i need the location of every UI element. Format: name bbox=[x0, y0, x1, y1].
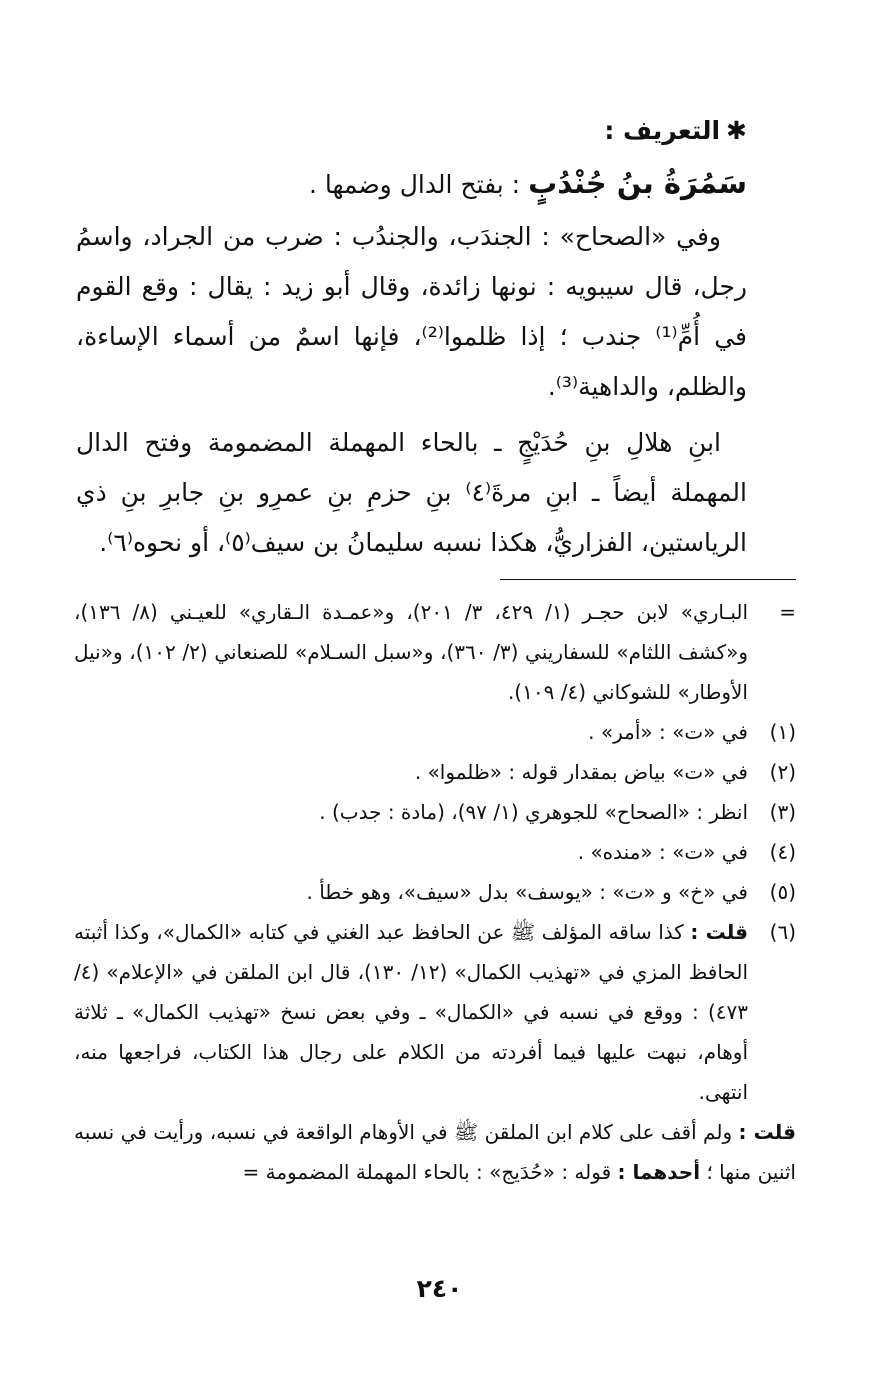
footnote-number: (١) bbox=[769, 720, 796, 744]
narrator-line bbox=[76, 154, 747, 212]
closing-text-after: قوله : «حُدَيج» : بالحاء المهملة المضمومة = bbox=[242, 1160, 612, 1184]
asterisk-bullet-icon: ✱ bbox=[726, 116, 747, 145]
closing-lead: قلت : bbox=[738, 1120, 796, 1144]
footnote-lead: قلت : bbox=[690, 920, 748, 944]
footnote-text: في «ت» : «منده» . bbox=[577, 840, 748, 864]
footnote-2 bbox=[74, 752, 796, 792]
footnote-body: كذا ساقه المؤلف ﷺ عن الحافظ عبد الغني في كتابه «الكمال»، وكذا أثبته الحافظ المزي في «تهذيب الكمال» (١٢/ ١٣٠)، قال ابن الملقن في «الإعلام» (٤/ ٤٧٣) : ووقع في نسبه في «الكمال» ـ وفي بعض نسخ «تهذيب الكمال» ـ ثلاثة أوهام، نبهت عليها فيما أفردته من الكلام على رجال هذا الكتاب، فراجعها منه، انتهى. bbox=[74, 920, 748, 1104]
footnote-4 bbox=[74, 832, 796, 872]
paragraph-lineage: ابنِ هلالِ بنِ حُدَيْجٍ ـ بالحاء المهملة المضمومة وفتح الدال المهملة أيضاً ـ ابنِ مرةَ⁽٤⁾ بنِ حزمِ بنِ عمرِو بنِ جابرِ بنِ ذي الرياستين، الفزاريُّ، هكذا نسبه سليمانُ بن سيف⁽٥⁾، أو نحوه⁽٦⁾. bbox=[76, 428, 747, 557]
paragraph-sihah: وفي «الصحاح» : الجندَب، والجندُب : ضرب من الجراد، واسمُ رجل، قال سيبويه : نونها زائدة، وقال أبو زيد : يقال : وقع القوم في أُمِّ⁽¹⁾ جندب ؛ إذا ظلموا⁽²⁾، فإنها اسمٌ من أسماء الإساءة، والظلم، والداهية⁽³⁾. bbox=[76, 222, 747, 401]
page-number: ٢٤٠ bbox=[416, 1274, 463, 1303]
footnote-text: في «ت» : «أمر» . bbox=[588, 720, 748, 744]
footnote-number: (٥) bbox=[769, 880, 796, 904]
footnote-number: (٦) bbox=[769, 920, 796, 944]
footnote-5 bbox=[74, 872, 796, 912]
footnote-text: البـاري» لابن حجـر (١/ ٤٢٩، ٣/ ٢٠١)، و«عمـدة الـقاري» للعيـني (٨/ ١٣٦)، و«كشف اللثام» للسفاريني (٣/ ٣٦٠)، و«سبل السـلام» للصنعاني (٢/ ١٠٢)، و«نيل الأوطار» للشوكاني (٤/ ١٠٩). bbox=[74, 600, 748, 704]
footnote-6 bbox=[74, 912, 796, 1112]
closing-bold-word: أحدهما : bbox=[617, 1160, 701, 1184]
footnote-text bbox=[74, 912, 754, 1112]
heading-text: التعريف : bbox=[604, 116, 721, 145]
footnote-closing-paragraph bbox=[74, 1112, 796, 1192]
narrator-name: سَمُرَةُ بنُ جُنْدُبٍ bbox=[528, 166, 747, 200]
section-heading bbox=[76, 108, 747, 154]
footnote-number: (٣) bbox=[769, 800, 796, 824]
footnotes bbox=[74, 592, 796, 1192]
continuation-marker: = bbox=[779, 600, 796, 624]
footnote-text: في «ت» بياض بمقدار قوله : «ظلموا» . bbox=[414, 760, 748, 784]
footnote-3 bbox=[74, 792, 796, 832]
footnote-number: (٤) bbox=[769, 840, 796, 864]
footnote-number: (٢) bbox=[769, 760, 796, 784]
footnote-divider bbox=[500, 579, 796, 580]
main-text bbox=[76, 108, 747, 568]
footnote-text: في «خ» و «ت» : «يوسف» بدل «سيف»، وهو خطأ . bbox=[306, 880, 748, 904]
closing-text-before: ولم أقف على كلام ابن الملقن ﷺ في الأوهام الواقعة في نسبه، ورأيت في نسبه اثنين منها ؛ bbox=[74, 1120, 796, 1184]
footnote-continued bbox=[74, 592, 796, 712]
footnote-1 bbox=[74, 712, 796, 752]
narrator-pronunciation: : بفتح الدال وضمها . bbox=[308, 170, 521, 199]
footnote-text: انظر : «الصحاح» للجوهري (١/ ٩٧)، (مادة : جدب) . bbox=[319, 800, 748, 824]
